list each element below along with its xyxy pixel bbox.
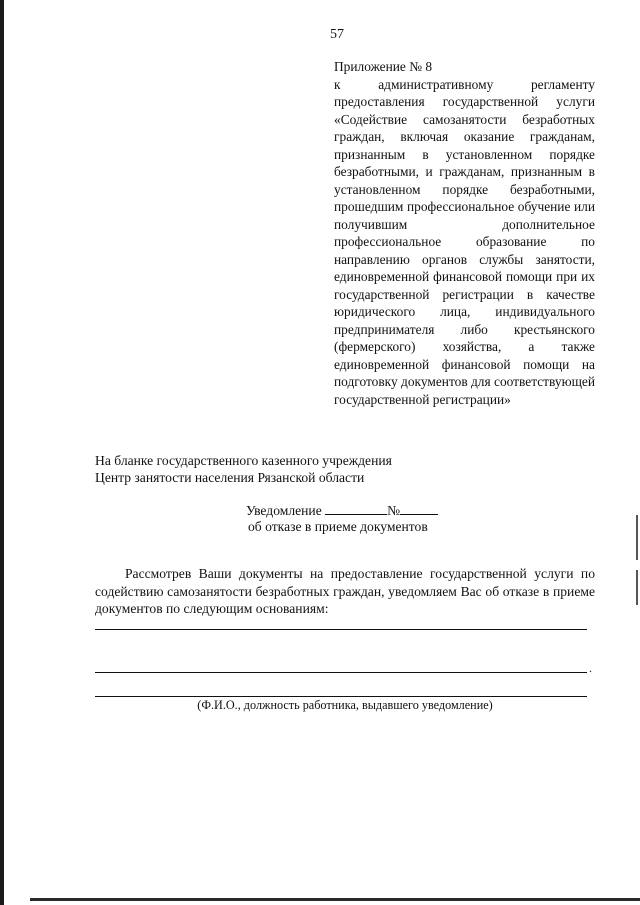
signature-caption: (Ф.И.О., должность работника, выдавшего уведомление) xyxy=(197,698,493,712)
notice-title xyxy=(246,502,546,519)
annex-block xyxy=(334,58,595,408)
notice-number-sign: № xyxy=(387,503,401,518)
reason-line-2 xyxy=(95,672,587,673)
notice-title-text: Уведомление xyxy=(246,503,322,518)
annex-text: к административному регламенту предоставления государственной услуги «Содействие самозанятости безработных граждан, включая оказание гражданам, признанным в установленном порядке безработными, и гражданам, признанным в установленном порядке безработными, прошедшим профессиональное обучение или получившим дополнительное профессиональное образование по направлению органов службы занятости, единовременной финансовой помощи при их государственной регистрации в качестве юридического лица, индивидуального предпринимателя либо крестьянского (фермерского) хозяйства, а также единовременной финансовой помощи на подготовку документов для соответствующей государственной регистрации» xyxy=(334,76,595,407)
scan-left-edge xyxy=(0,0,4,905)
notice-number-blank xyxy=(400,502,438,515)
page-number: 57 xyxy=(330,27,344,42)
scan-right-mark xyxy=(636,515,638,560)
notice-date-blank xyxy=(325,502,387,515)
scan-right-mark xyxy=(636,570,638,605)
annex-title: Приложение № 8 xyxy=(334,59,433,74)
signature-line xyxy=(95,696,587,697)
notice-body: Рассмотрев Ваши документы на предоставление государственной услуги по содействию самозанятости безработных граждан, уведомляем Вас об отказе в приеме документов по следующим основаниям: xyxy=(95,566,595,616)
letterhead-line-2: Центр занятости населения Рязанской области xyxy=(95,470,365,485)
reason-line-1 xyxy=(95,629,587,630)
letterhead xyxy=(95,452,535,486)
reason-end-mark: . xyxy=(589,661,592,675)
scan-bottom-edge xyxy=(30,898,640,901)
letterhead-line-1: На бланке государственного казенного учреждения xyxy=(95,453,392,468)
notice-subtitle: об отказе в приеме документов xyxy=(248,519,428,534)
